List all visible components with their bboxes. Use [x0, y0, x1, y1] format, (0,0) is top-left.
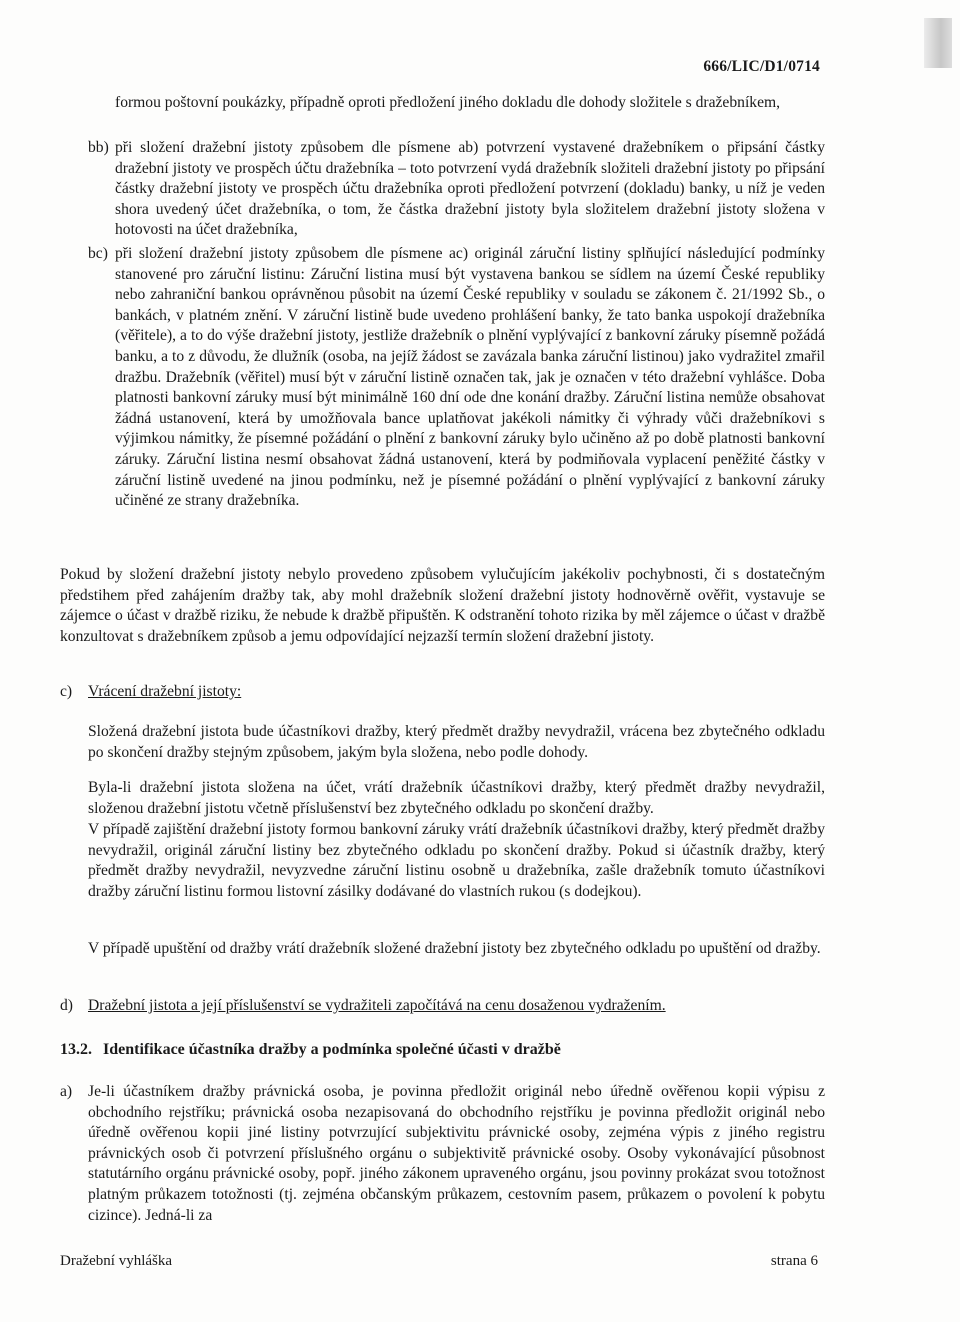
section-label-c: c): [60, 683, 73, 700]
item-bb-text: při složení dražební jistoty způsobem dle písmene ab) potvrzení vystavené dražebníkem o připsání částky dražební jistoty ve prospěch účtu dražebníka – toto potvrzení vydá dražebník složiteli dražební jistoty po připsání částky dražební jistoty ve prospěch účtu dražebníka oproti předložení potvrzení (dokladu) banky, u níž je veden shora uvedený účet dražebníka, o tom, že částka dražební jistoty byla složitelem dražební jistoty složena v hotovosti na účet dražebníka,: [115, 139, 825, 239]
item-label-bc: bc): [88, 245, 108, 262]
section-heading-13-2: Identifikace účastníka dražby a podmínka společné účasti v dražbě: [103, 1041, 561, 1058]
section-c-paragraph-4: V případě upuštění od dražby vrátí dražebník složené dražební jistoty bez zbytečného odkladu po upuštění od dražby.: [88, 940, 821, 957]
section-c-paragraph-3: V případě zajištění dražební jistoty formou bankovní záruky vrátí dražebník účastníkovi dražby, který předmět dražby nevydražil, originál záruční listiny bez zbytečného odkladu po skončení dražby. Pokud si účastník dražby, který předmět dražby nevydražil, nevyzvedne záruční listinu osobně u dražebníka, zašle dražebník tomuto účastníkovi dražby záruční listinu formou listovní zásilky dodávané do vlastních rukou (s dodejkou).: [88, 821, 825, 900]
section-title-c: Vrácení dražební jistoty:: [88, 683, 242, 700]
scan-edge-mark: [924, 18, 952, 68]
section-c-paragraph-2: Byla-li dražební jistota složena na účet, vrátí dražebník účastníkovi dražby, který předmět dražby nevydražil, složenou dražební jistotu včetně příslušenství bez zbytečného odkladu po skončení dražby.: [88, 779, 825, 817]
paragraph-continuation: formou poštovní poukázky, případně oproti předložení jiného dokladu dle dohody složitele s dražebníkem,: [115, 94, 781, 111]
section-c-paragraph-1: Složená dražební jistota bude účastníkovi dražby, který předmět dražby nevydražil, vrácena bez zbytečného odkladu po skončení dražby stejným způsobem, jakým byla složena, nebo podle dohody.: [88, 723, 825, 761]
footer-left: Dražební vyhláška: [60, 1253, 173, 1269]
page-number: strana 6: [770, 1253, 818, 1269]
document-reference: 666/LIC/D1/0714: [703, 58, 820, 75]
item-bc-text: při složení dražební jistoty způsobem dle písmene ac) originál záruční listiny splňující následující podmínky stanovené pro záruční listinu: Záruční listina musí být vystavena bankou se sídlem na území České republiky nebo zahraniční bankou oprávněnou působit na území České republiky v souladu se zákonem č. 21/1992 Sb., o bankách, v platném znění. V záruční listině bude uvedeno prohlášení banky, že tato banka uspokojí dražebníka (věřitele), a to do výše dražební jistoty, jestliže dražebník o plnění vyplývající z bankovní záruky písemně požádá banku, a to z důvodu, že dlužník (osoba, na jejíž žádost se zavázala banka záruční listinou) jako vydražitel zmařil dražbu. Dražebník (věřitel) musí být v záruční listině označen tak, jak je označen v této dražební vyhlášce. Doba platnosti bankovní záruky musí být minimálně 160 dní ode dne konání dražby. Záruční listina nemůže obsahovat žádná ustanovení, která by umožňovala bance uplatňovat jakékoli námitky či výhrady vůči dražebníkovi s výjimkou námitky, že písemné požádání o plnění z bankovní záruky bylo učiněno až po době platnosti bankovní záruky. Záruční listina nesmí obsahovat žádná ustanovení, která by podmiňovala vyplacení peněžité částky v záruční listině uvedené na jinou podmínku, než je písemné požádání o plnění vyplývající z bankovní záruky učiněné ze strany dražebníka.: [115, 245, 825, 510]
section-a-text: Je-li účastníkem dražby právnická osoba, je povinna předložit originál nebo úředně ověřenou kopii výpisu z obchodního rejstříku; právnická osoba nezapisovaná do obchodního rejstříku je povinna předložit originál nebo úředně ověřenou kopii jiné listiny potvrzující subjektivitu právnické osoby, zejména výpis z jiného registru právnických osob či potvrzení příslušného orgánu o subjektivitě právnické osoby. Osoby vykonávající působnost statutárního orgánu právnické osoby, popř. jiného zákonem upraveného orgánu, jsou povinny prokázat svou totožnost platným průkazem totožnosti (tj. zejména občanským průkazem, cestovním pasem, průkazem o povolení k pobytu cizince). Jedná-li za: [88, 1083, 825, 1224]
item-label-bb: bb): [88, 139, 109, 156]
section-number-13-2: 13.2.: [60, 1041, 92, 1058]
paragraph-pokud: Pokud by složení dražební jistoty nebylo provedeno způsobem vylučujícím jakékoliv pochybnosti, či s dostatečným předstihem před zahájením dražby tak, aby mohl dražebník složení dražební jistoty hodnověrně ověřit, vystavuje se zájemce o účast v dražbě riziku, že nebude k dražbě připuštěn. K odstranění tohoto rizika by měl zájemce o účast v dražbě konzultovat s dražebníkem způsob a jemu odpovídající nejzazší termín složení dražební jistoty.: [60, 566, 825, 645]
section-label-a: a): [60, 1083, 73, 1100]
section-label-d: d): [60, 997, 73, 1014]
section-title-d: Dražební jistota a její příslušenství se vydražiteli započítává na cenu dosaženou vydražením.: [88, 997, 666, 1014]
